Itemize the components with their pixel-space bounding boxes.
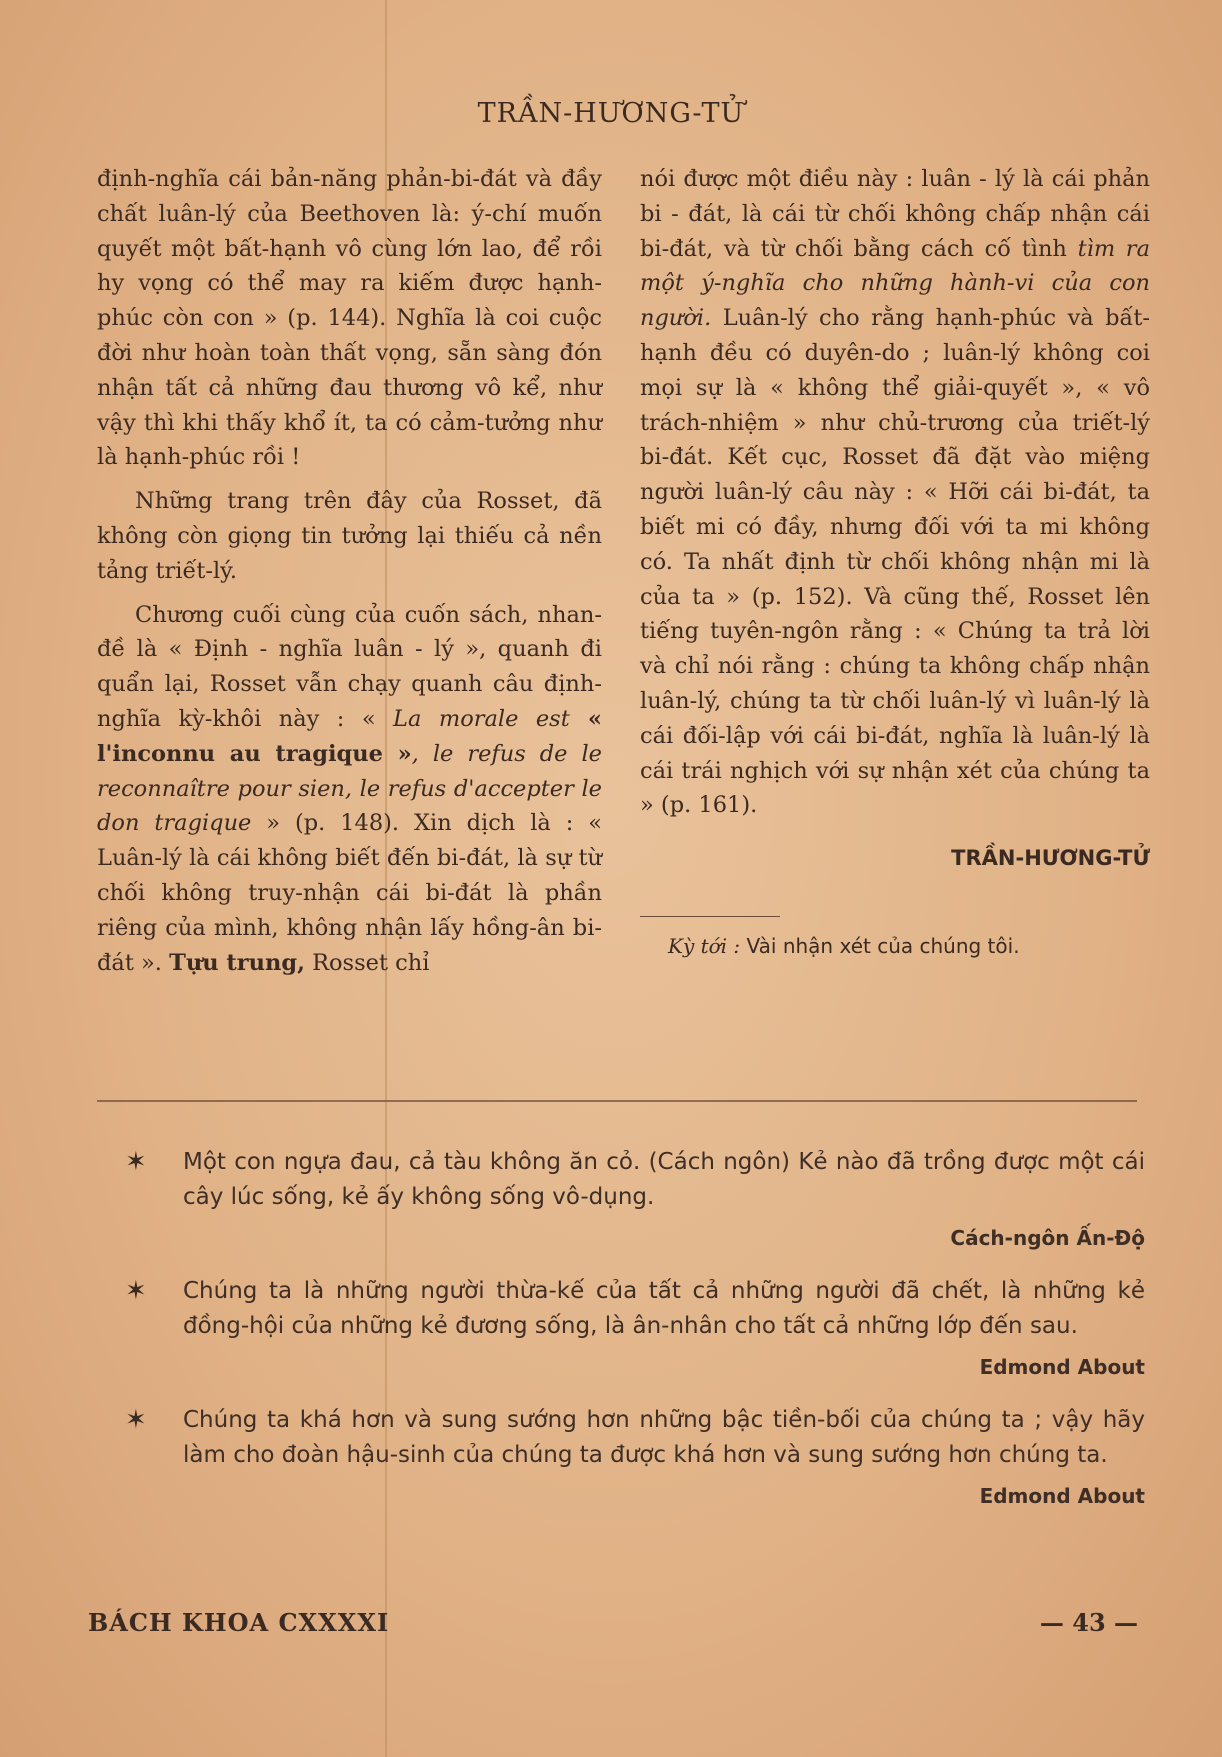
running-header: TRẦN-HƯƠNG-TỬ	[477, 98, 745, 129]
star-bullet-icon: ✶	[125, 1405, 147, 1435]
quote-item	[125, 1403, 1145, 1514]
p3-bold-1: « l'inconnu au tragique »	[97, 705, 602, 767]
star-bullet-icon: ✶	[125, 1147, 147, 1177]
quote-source: Cách-ngôn Ấn-Độ	[950, 1226, 1145, 1250]
p3-text-c: » (p. 148). Xin dịch là : « Luân-lý là cái không biết đến bi-đát, là sự từ chối không truy-nhận cái bi-đát là phần riêng của mình, không nhận lấy hồng-ân bi-đát ».	[97, 810, 602, 976]
quote-item	[125, 1274, 1145, 1385]
star-bullet-icon: ✶	[125, 1276, 147, 1306]
p3-text-d: Rosset chỉ	[304, 949, 430, 976]
left-paragraph-2: Những trang trên đây của Rosset, đã không còn giọng tin tưởng lại thiếu cả nền tảng triết-lý.	[97, 488, 602, 584]
page-number: — 43 —	[1039, 1608, 1138, 1637]
r1-text-b: Luân-lý cho rằng hạnh-phúc và bất-hạnh đều có duyên-do ; luân-lý không coi mọi sự là « không thể giải-quyết », « vô trách-nhiệm » như chủ-trương của triết-lý bi-đát. Kết cục, Rosset đã đặt vào miệng người luân-lý câu này : « Hỡi cái bi-đát, ta biết mi có đầy, nhưng đối với ta mi không có. Ta nhất định từ chối không nhận mi là của ta » (p. 152). Và cũng thế, Rosset lên tiếng tuyên-ngôn rằng : « Chúng ta trả lời và chỉ nói rằng : chúng ta không chấp nhận luân-lý, chúng ta từ chối luân-lý vì luân-lý là cái đối-lập với cái bi-đát, nghĩa là luân-lý là cái trái nghịch với sự nhận xét của chúng ta » (p. 161).	[640, 305, 1150, 819]
quote-text: Chúng ta là những người thừa-kế của tất cả những người đã chết, là những kẻ đồng-hội của những kẻ đương sống, là ân-nhân cho tất cả những lớp đến sau.	[183, 1278, 1145, 1339]
quote-text: Chúng ta khá hơn và sung sướng hơn những bậc tiền-bối của chúng ta ; vậy hãy làm cho đoàn hậu-sinh của chúng ta được khá hơn và sung sướng hơn chúng ta.	[183, 1407, 1145, 1468]
next-issue-note	[668, 929, 1150, 964]
r1-text-a: nói được một điều này : luân - lý là cái phản bi - đát, là cái từ chối không chấp nhận cái bi-đát, và từ chối bằng cách cố tình	[640, 166, 1150, 262]
left-paragraph-1: định-nghĩa cái bản-năng phản-bi-đát và đầy chất luân-lý của Beethoven là: ý-chí muốn quyết một bất-hạnh vô cùng lớn lao, để rồi hy vọng có thể may ra kiếm được hạnh-phúc còn con » (p. 144). Nghĩa là coi cuộc đời như hoàn toàn thất vọng, sẵn sàng đón nhận tất cả những đau thương vô kể, như vậy thì khi thấy khổ ít, ta có cảm-tưởng như là hạnh-phúc rồi !	[97, 166, 602, 471]
p3-text-a: Chương cuối cùng của cuốn sách, nhan-đề là « Định - nghĩa luân - lý », quanh đi quẩn lại, Rosset vẫn chạy quanh câu định-nghĩa kỳ-khôi này : «	[97, 601, 602, 732]
quote-text: Một con ngựa đau, cả tàu không ăn cỏ. (Cách ngôn) Kẻ nào đã trồng được một cái cây lúc sống, kẻ ấy không sống vô-dụng.	[183, 1149, 1145, 1210]
right-column	[640, 162, 1150, 964]
r1-italic: tìm ra một ý-nghĩa cho những hành-vi của con người.	[640, 235, 1150, 332]
quote-source: Edmond About	[979, 1484, 1145, 1508]
quotes-section	[125, 1145, 1145, 1532]
p3-bold-2: Tựu trung,	[169, 949, 305, 976]
p3-italic-1: La morale est	[393, 705, 570, 732]
p3-italic-2: , le refus de le reconnaître pour sien, le refus d'accepter le don tragique	[97, 740, 602, 837]
left-column	[97, 162, 602, 980]
author-signature: TRẦN-HƯƠNG-TỬ	[951, 846, 1150, 871]
next-issue-text: Vài nhận xét của chúng tôi.	[740, 933, 1020, 958]
right-paragraph-1	[640, 162, 1150, 823]
quote-item	[125, 1145, 1145, 1256]
left-paragraph-3	[97, 598, 602, 981]
section-divider	[97, 1100, 1137, 1102]
short-divider	[640, 916, 780, 917]
magazine-issue: BÁCH KHOA CXXXXI	[88, 1608, 390, 1637]
quote-source: Edmond About	[979, 1355, 1145, 1379]
next-issue-label: Kỳ tới :	[668, 933, 741, 958]
